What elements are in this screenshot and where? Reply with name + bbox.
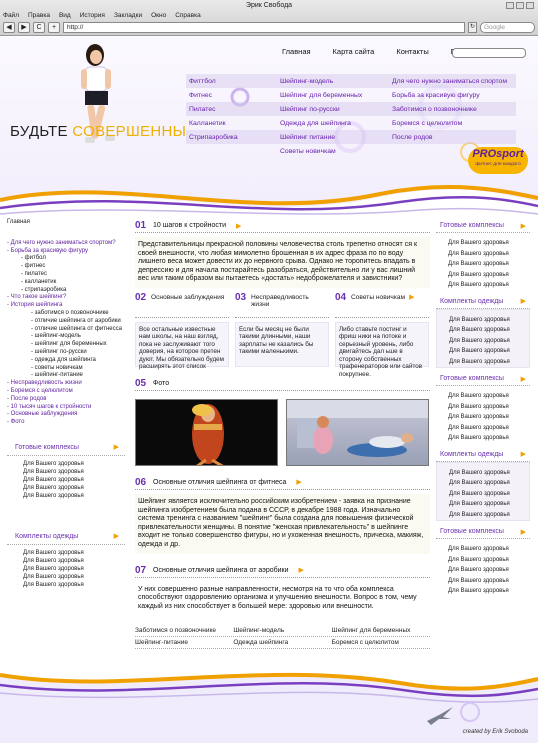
logo-tagline: фитнес для каждого <box>475 162 521 167</box>
menu-bar <box>3 11 201 20</box>
list-item[interactable]: Для Вашего здоровья <box>23 468 84 475</box>
sidebar-menu-item[interactable]: - Боремся с целюлитом <box>7 387 73 394</box>
list-item[interactable]: Для Вашего здоровья <box>23 484 84 491</box>
header-link-row <box>186 74 516 88</box>
nav-sitemap[interactable]: Карта сайта <box>332 47 375 56</box>
right-block-header[interactable] <box>436 295 530 309</box>
refresh-icon: ↻ <box>469 23 476 30</box>
close-button[interactable] <box>526 2 534 9</box>
sidebar-menu-item[interactable]: - шейпинг для беременных <box>31 341 107 348</box>
add-bookmark-button[interactable] <box>48 22 60 33</box>
right-block-list <box>436 386 530 444</box>
section-06-text: Шейпинг является исключительно российским изобретением - заявка на признание шейпинга изобретением была подана в СССР, в декабре 1988 года. Изначально система тренинга с названием "шейпинг" была создана для повышения физической привлекательности женщины. В понятие "женская привлекательность" в шейпинге входит не только совершенство фигуры, но и ухоженная внешность, прическа, макияж, одежда и др. <box>135 494 430 554</box>
right-block-list <box>436 539 530 597</box>
sidebar-menu-item[interactable]: - фитбол <box>21 255 46 262</box>
header-link[interactable]: Шейпинг для беременных <box>280 91 363 99</box>
list-item[interactable]: Для Вашего здоровья <box>449 337 510 344</box>
browser-toolbar <box>3 20 535 34</box>
sidebar-menu-item[interactable]: - Несправедливость жизни <box>7 380 82 387</box>
sidebar-menu-item[interactable]: - Борьба за красивую фигуру <box>7 247 89 254</box>
list-item[interactable]: Для Вашего здоровья <box>448 577 509 584</box>
sidebar-menu-item[interactable]: - Фото <box>7 419 25 426</box>
section-05-header <box>135 377 430 391</box>
arrow-right-icon: ▶ <box>409 293 415 301</box>
list-item[interactable]: Для Вашего здоровья <box>448 414 509 420</box>
dancer-photo-image <box>136 400 278 466</box>
bottom-link[interactable]: Боремся с целюлитом <box>331 639 399 647</box>
section-number: 06 <box>135 476 147 488</box>
arrow-right-icon: ▶ <box>296 479 302 487</box>
list-item[interactable]: Для Вашего здоровья <box>449 327 510 333</box>
menu-bookmarks[interactable]: Закладки <box>113 12 143 19</box>
author-credit: created by Erik Svoboda <box>462 729 528 735</box>
header-link[interactable]: Борьба за красивую фигуру <box>392 91 480 99</box>
list-item[interactable]: Для Вашего здоровья <box>23 549 84 556</box>
bird-icon <box>425 705 455 727</box>
list-item[interactable]: Для Вашего здоровья <box>449 490 510 497</box>
gym-photo-image <box>287 400 429 466</box>
photo-dancer[interactable] <box>135 399 278 466</box>
forward-icon: ▶ <box>21 23 27 31</box>
list-item[interactable]: Для Вашего здоровья <box>23 492 84 499</box>
header-link[interactable]: Фитнес <box>189 91 213 99</box>
header-link[interactable]: Пилатес <box>189 105 216 113</box>
prosport-logo[interactable] <box>468 147 528 174</box>
list-item[interactable]: Для Вашего здоровья <box>448 261 509 267</box>
logo-name: PROsport <box>472 148 524 160</box>
list-item[interactable]: Для Вашего здоровья <box>449 501 510 507</box>
photo-gym-class[interactable] <box>286 399 429 466</box>
sidebar-menu-item[interactable]: - шейпинг по-русски <box>31 348 87 355</box>
header-link[interactable]: Для чего нужно заниматься спортом <box>392 77 508 85</box>
header-link[interactable]: Шейпинг-модель <box>280 77 334 85</box>
slogan-part1: БУДЬТЕ <box>10 123 73 140</box>
right-block-title: Готовые комплексы <box>440 528 504 535</box>
list-item[interactable]: Для Вашего здоровья <box>448 271 509 278</box>
section-number: 03 <box>235 291 247 303</box>
section-04 <box>335 291 429 378</box>
footer-swoosh-decoration <box>0 657 538 743</box>
sidebar-menu-item[interactable]: - История шейпинга <box>7 302 63 309</box>
bottom-link[interactable]: Шейпинг для беременных <box>331 627 411 635</box>
section-02-header <box>135 291 229 318</box>
section-02-text: Все остальные известные нам школы, на наш взгляд, пока не заслуживают того доверия, на которое претен дуют. Мы обязательно будем расширять этот список <box>135 322 229 367</box>
list-item[interactable]: Для Вашего здоровья <box>23 565 84 572</box>
list-item[interactable]: Для Вашего здоровья <box>448 546 509 552</box>
address-bar[interactable]: http:// <box>63 22 465 33</box>
minimize-button[interactable] <box>506 2 514 9</box>
list-item[interactable]: Для Вашего здоровья <box>23 460 84 467</box>
menu-edit[interactable]: Правка <box>27 12 50 19</box>
nav-home[interactable]: Главная <box>282 47 311 56</box>
section-number: 04 <box>335 291 347 303</box>
header-link-row <box>186 116 516 130</box>
right-block-title: Комплекты одежды <box>440 297 504 305</box>
section-07-header <box>135 564 430 578</box>
list-item[interactable]: Для Вашего здоровья <box>448 393 509 399</box>
list-item[interactable]: Для Вашего здоровья <box>448 424 509 431</box>
sidebar-menu-item[interactable]: - Для чего нужно заниматься спортом? <box>7 239 116 246</box>
window-title: Эрик Свобода <box>245 2 293 9</box>
section-number: 01 <box>135 220 147 231</box>
list-item[interactable]: Для Вашего здоровья <box>449 358 510 365</box>
header-link[interactable]: Боремся с целюлитом <box>392 119 463 127</box>
header-link[interactable]: Фиттбол <box>189 77 216 85</box>
header-link-row <box>186 144 516 158</box>
right-block-title: Готовые комплексы <box>440 222 504 229</box>
menu-view[interactable]: Вид <box>58 12 71 19</box>
list-item[interactable]: Для Вашего здоровья <box>448 556 509 563</box>
menu-history[interactable]: История <box>79 12 105 19</box>
sidebar-menu-item[interactable]: - отличие шейпинга от аэробики <box>31 317 121 324</box>
list-item[interactable]: Для Вашего здоровья <box>448 240 509 246</box>
list-item[interactable]: Для Вашего здоровья <box>23 581 84 588</box>
section-01-text: Представительницы прекрасной половины человечества столь трепетно относят ся к своей внешности, что любая мимолетно брошенная в их адрес фраза по по воду лишнего веса может довести их до нервного срыва. Однако не торопитесь впадать в депрессию и для начала постарайтесь разобраться, действительно ли у вас лишний вес или таким образом вы пытаетесь «достать» недоброжелателя и завистники? <box>135 237 430 288</box>
arrow-right-icon: ▶ <box>235 222 242 230</box>
list-item[interactable]: Для Вашего здоровья <box>23 557 84 564</box>
sidebar-menu-item[interactable]: - Что такое шейпинг? <box>7 294 67 301</box>
list-item[interactable]: Для Вашего здоровья <box>449 348 510 354</box>
right-block-header[interactable] <box>436 372 530 386</box>
arrow-right-icon: ▶ <box>520 451 526 458</box>
right-block-list <box>436 462 530 522</box>
header-link-row <box>186 130 516 144</box>
main-content <box>135 219 430 649</box>
list-item[interactable]: Для Вашего здоровья <box>448 403 509 410</box>
menu-help[interactable]: Справка <box>175 12 201 19</box>
sidebar-clothing-header[interactable] <box>7 530 125 545</box>
bottom-link[interactable]: Одежда шейпинга <box>233 639 289 647</box>
list-item[interactable]: Для Вашего здоровья <box>448 250 509 257</box>
section-title[interactable]: Основные отличия шейпинга от аэробики <box>153 566 289 574</box>
section-title[interactable]: Основные отличия шейпинга от фитнеса <box>153 478 287 486</box>
menu-window[interactable]: Окно <box>151 12 167 19</box>
sidebar-menu <box>7 240 125 427</box>
sidebar-ready-complexes-header[interactable] <box>7 441 125 456</box>
sidebar-menu-item[interactable]: - одежда для шейпинга <box>31 356 96 363</box>
list-item[interactable]: Для Вашего здоровья <box>449 469 510 476</box>
section-title[interactable]: Несправедливость жизни <box>250 293 309 308</box>
window-buttons <box>506 2 534 9</box>
list-item[interactable]: Для Вашего здоровья <box>448 282 509 288</box>
right-block-header[interactable] <box>436 525 530 539</box>
sidebar-menu-item[interactable]: - стрипаэробика <box>21 286 67 293</box>
sidebar-block2-list <box>7 549 125 589</box>
right-block-list <box>436 233 530 291</box>
list-item[interactable]: Для Вашего здоровья <box>449 316 510 323</box>
site-footer <box>0 657 538 743</box>
section-03 <box>235 291 329 367</box>
arrow-right-icon: ▶ <box>520 375 526 383</box>
list-item[interactable]: Для Вашего здоровья <box>449 480 510 486</box>
back-icon: ◀ <box>6 23 12 31</box>
plus-icon: + <box>51 23 57 31</box>
sidebar-menu-item[interactable]: - Основные заблуждения <box>7 411 78 418</box>
left-sidebar <box>7 219 125 589</box>
reload-button[interactable] <box>33 22 45 33</box>
sidebar-menu-item[interactable]: - 10 тысяч шагов к стройности <box>7 403 92 410</box>
right-block-header[interactable] <box>436 448 530 462</box>
browser-search-input[interactable]: Google <box>480 22 535 33</box>
bottom-link[interactable]: Шейпинг-питание <box>135 639 188 647</box>
header-link[interactable]: Шейпинг по-русски <box>280 105 340 113</box>
sidebar-home-link[interactable]: Главная <box>7 219 30 225</box>
section-02 <box>135 291 229 371</box>
list-item[interactable]: Для Вашего здоровья <box>448 567 509 573</box>
arrow-right-icon: ▶ <box>113 443 119 451</box>
list-item[interactable]: Для Вашего здоровья <box>449 511 510 518</box>
header-link-grid <box>186 74 516 158</box>
sidebar-menu-item[interactable]: - советы новичкам <box>31 364 83 371</box>
header-link[interactable]: После родов <box>392 133 433 141</box>
section-title[interactable]: 10 шагов к стройности <box>153 222 226 229</box>
section-number: 05 <box>135 377 147 389</box>
section-03-text: Если бы месяц не были такими длинными, наши зарплаты не казались бы такими маленькими. <box>235 322 329 367</box>
header-link[interactable]: Заботимся о позвоночнике <box>392 105 477 113</box>
fitness-girl-illustration <box>55 41 140 181</box>
browser-chrome <box>0 0 538 36</box>
go-button[interactable] <box>468 22 477 33</box>
forward-button[interactable] <box>18 22 30 33</box>
sidebar-menu-item[interactable]: - После родов <box>7 395 47 402</box>
header-link[interactable]: Советы новичкам <box>280 147 336 155</box>
header-link-row <box>186 88 516 102</box>
photo-gallery <box>135 399 430 466</box>
section-title[interactable]: Советы новичкам <box>351 293 406 301</box>
right-block-list <box>436 309 530 369</box>
nav-contacts[interactable]: Контакты <box>396 47 429 56</box>
maximize-button[interactable] <box>516 2 524 9</box>
header-link[interactable]: Одежда для шейпинга <box>280 119 351 127</box>
arrow-right-icon: ▶ <box>520 298 526 305</box>
site-search-input[interactable] <box>452 48 526 58</box>
sidebar-block1-list <box>7 460 125 500</box>
top-navigation <box>282 47 472 56</box>
section-03-header <box>235 291 329 318</box>
bottom-links-table <box>135 625 430 649</box>
header-link-row <box>186 102 516 116</box>
header-link[interactable]: Калланетик <box>189 119 226 127</box>
sidebar-menu-item[interactable]: - заботимся о позвоночнике <box>31 309 109 316</box>
sidebar-menu-item[interactable]: - фитнес <box>21 263 46 270</box>
header-link[interactable]: Шейпинг питание <box>280 133 336 141</box>
list-item[interactable]: Для Вашего здоровья <box>448 435 509 441</box>
sidebar-menu-item[interactable]: - шейпинг-модель <box>31 333 81 340</box>
right-sidebar <box>436 219 530 597</box>
bottom-link[interactable]: Шейпинг-модель <box>233 627 285 635</box>
sidebar-menu-item[interactable]: - калланетик <box>21 278 57 285</box>
reload-icon: C <box>36 23 42 31</box>
right-block-header[interactable] <box>436 219 530 233</box>
section-title[interactable]: Фото <box>153 379 170 387</box>
sidebar-menu-item[interactable]: - шейпинг-питание <box>31 372 83 379</box>
arrow-right-icon: ▶ <box>520 528 526 536</box>
header-link[interactable]: Стрипаэробика <box>189 133 238 141</box>
slogan <box>10 123 186 140</box>
list-item[interactable]: Для Вашего здоровья <box>448 588 509 594</box>
menu-file[interactable]: Файл <box>3 12 19 19</box>
sidebar-block-title: Комплекты одежды <box>15 532 79 540</box>
site-header <box>0 37 538 227</box>
arrow-right-icon: ▶ <box>298 567 304 575</box>
section-title[interactable]: Основные заблуждения <box>151 293 225 301</box>
list-item[interactable]: Для Вашего здоровья <box>23 476 84 483</box>
section-01-header <box>135 219 430 233</box>
arrow-right-icon: ▶ <box>113 532 119 540</box>
table-row <box>135 637 430 649</box>
section-06-header <box>135 476 430 490</box>
three-column-block <box>135 291 430 378</box>
list-item[interactable]: Для Вашего здоровья <box>23 573 84 580</box>
table-row <box>135 625 430 637</box>
sidebar-menu-item[interactable]: - отличие шейпинга от фитнесса <box>31 325 122 332</box>
section-07-text: У них совершенно разные направленности, несмотря на то что оба комплекса способствуют оздоровлению организма и улучшению внешности. Вопрос в том, чему каждый из них способствует в большей мере: здоровью или внешности. <box>135 582 430 616</box>
section-number: 02 <box>135 291 147 303</box>
right-block-title: Готовые комплексы <box>440 375 504 382</box>
sidebar-menu-item[interactable]: - пилатес <box>21 270 47 277</box>
right-block-title: Комплекты одежды <box>440 450 504 458</box>
section-04-text: Либо ставьте постинг и фриш ники на потоке и серьезный уровень, либо двигайтесь дал ьше в сторону собственных трафенераторов или сайтов покрупнее. <box>335 322 429 367</box>
section-number: 07 <box>135 564 147 576</box>
sidebar-block-title: Готовые комплексы <box>15 443 79 451</box>
arrow-right-icon: ▶ <box>520 222 526 230</box>
bottom-link[interactable]: Заботимся о позвоночнике <box>135 627 217 635</box>
back-button[interactable] <box>3 22 15 33</box>
slogan-part2: СОВЕРШЕННЫ <box>72 123 187 140</box>
section-04-header <box>335 291 429 318</box>
page <box>0 37 538 743</box>
